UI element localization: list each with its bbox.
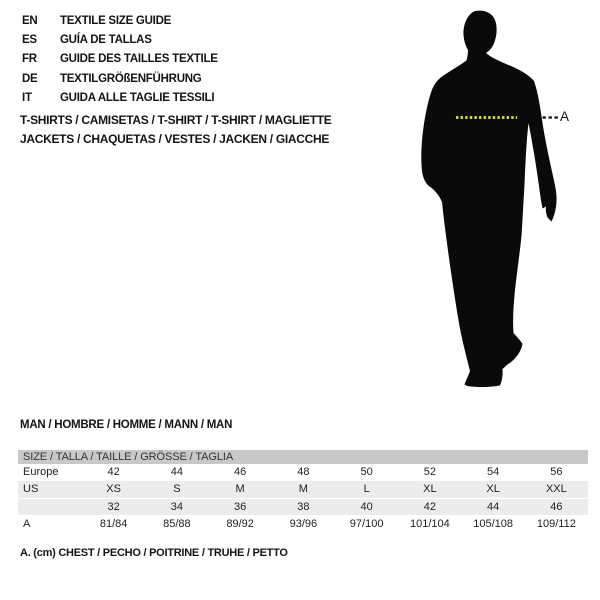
language-code: ES: [22, 34, 37, 47]
size-cell: 48: [297, 466, 310, 478]
size-cell: 42: [423, 500, 436, 513]
guide-title-en: TEXTILE SIZE GUIDE: [59, 15, 172, 27]
row-label: Europe: [23, 466, 59, 478]
man-silhouette: [421, 11, 556, 387]
size-cell: 85/88: [163, 518, 191, 530]
size-cell: XXL: [545, 483, 567, 495]
measure-footnote: A. (cm) CHEST / PECHO / POITRINE / TRUHE / PETTO: [20, 547, 288, 559]
language-code: DE: [22, 72, 38, 85]
guide-title-it: GUIDA ALLE TAGLIE TESSILI: [59, 91, 215, 104]
category-tshirts: T-SHIRTS / CAMISETAS / T-SHIRT / T-SHIRT / MAGLIETTE: [20, 113, 332, 127]
size-cell: 109/112: [536, 518, 576, 530]
size-cell: 44: [170, 466, 183, 478]
size-cell: 54: [487, 466, 500, 478]
size-cell: M: [235, 483, 245, 495]
table-row: [18, 515, 588, 533]
section-title: MAN / HOMBRE / HOMME / MANN / MAN: [20, 419, 233, 431]
size-cell: L: [363, 483, 370, 495]
size-cell: 46: [550, 500, 563, 513]
size-table-body: [18, 464, 588, 533]
size-table-header: SIZE / TALLA / TAILLE / GRÖSSE / TAGLIA: [18, 450, 588, 464]
size-cell: 97/100: [349, 518, 384, 530]
size-cell: XL: [486, 483, 500, 495]
row-label: US: [23, 483, 39, 495]
size-cell: 101/104: [409, 518, 450, 530]
size-cell: 44: [487, 500, 500, 513]
row-label: A: [23, 518, 31, 530]
size-cell: M: [298, 483, 308, 495]
size-cell: 81/84: [99, 518, 128, 530]
size-cell: 105/108: [473, 518, 513, 530]
measure-label-a: A: [560, 109, 570, 124]
size-cell: 42: [107, 466, 120, 478]
size-cell: 38: [297, 500, 310, 513]
size-cell: 34: [170, 500, 183, 513]
guide-title-de: TEXTILGRÖßENFÜHRUNG: [59, 72, 202, 85]
table-row: [18, 464, 588, 481]
size-cell: 32: [107, 500, 120, 513]
row-label: [18, 499, 82, 516]
size-cell: S: [173, 483, 181, 495]
size-cell: 46: [234, 466, 247, 478]
language-code: FR: [22, 53, 37, 66]
size-cell: 50: [360, 466, 373, 478]
table-row: [18, 499, 588, 516]
guide-title-fr: GUIDE DES TAILLES TEXTILE: [59, 53, 218, 66]
size-cell: 89/92: [226, 518, 254, 530]
size-cell: 52: [423, 466, 436, 478]
size-table: [18, 450, 588, 533]
table-row: [18, 481, 588, 499]
size-cell: 56: [550, 466, 563, 478]
size-cell: 93/96: [289, 518, 318, 530]
language-code: EN: [22, 15, 38, 27]
size-cell: XS: [106, 483, 121, 495]
language-code: IT: [22, 91, 32, 104]
guide-title-es: GUÍA DE TALLAS: [59, 34, 152, 47]
size-cell: 36: [234, 500, 247, 513]
size-cell: 40: [360, 500, 373, 513]
size-cell: XL: [423, 483, 437, 495]
category-jackets: JACKETS / CHAQUETAS / VESTES / JACKEN / GIACCHE: [20, 131, 330, 146]
